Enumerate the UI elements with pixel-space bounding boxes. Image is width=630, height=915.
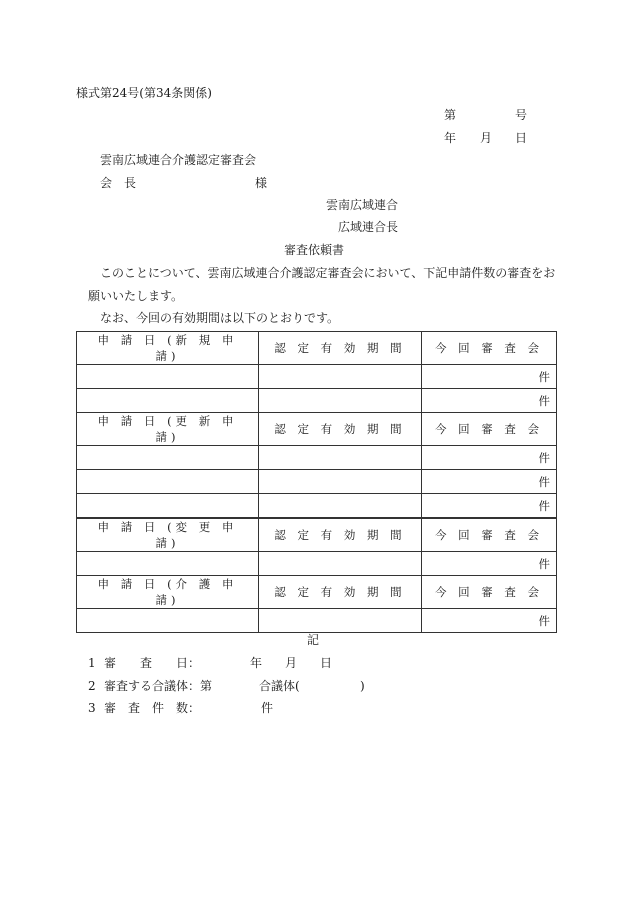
addressee-org: 雲南広域連合介護認定審査会	[100, 153, 257, 167]
cell-count: 件	[422, 609, 557, 633]
table-row	[77, 365, 557, 389]
item-1-label: 審 査 日：	[104, 656, 201, 670]
item-2-close-paren: )	[360, 679, 365, 693]
cell-count: 件	[422, 470, 557, 494]
item-1-year: 年	[250, 656, 263, 670]
table-header-row	[77, 332, 557, 365]
table-renewal-application	[76, 412, 557, 518]
date-month: 月	[480, 131, 493, 145]
cell-validity-period	[259, 446, 422, 470]
header-validity-period: 認 定 有 効 期 間	[259, 413, 422, 446]
date-year: 年	[444, 131, 457, 145]
cell-application-date	[77, 609, 259, 633]
body-line-2: 願いいたします。	[88, 289, 184, 303]
cell-count: 件	[422, 389, 557, 413]
cell-validity-period	[259, 470, 422, 494]
cell-count: 件	[422, 552, 557, 576]
header-validity-period: 認 定 有 効 期 間	[259, 576, 422, 609]
cell-application-date	[77, 365, 259, 389]
item-2-gougitai: 合議体(	[259, 679, 300, 693]
header-validity-period: 認 定 有 効 期 間	[259, 332, 422, 365]
cell-validity-period	[259, 552, 422, 576]
body-line-3: なお、今回の有効期間は以下のとおりです。	[100, 311, 340, 325]
cell-application-date	[77, 494, 259, 518]
document-title: 審査依頼書	[284, 243, 345, 257]
form-number: 様式第24号(第34条関係)	[76, 86, 212, 100]
table-new-application	[76, 331, 557, 413]
table-row	[77, 389, 557, 413]
item-3-ken: 件	[261, 701, 274, 715]
table-row	[77, 446, 557, 470]
cell-validity-period	[259, 365, 422, 389]
table-row	[77, 609, 557, 633]
table-row	[77, 470, 557, 494]
table-row	[77, 494, 557, 518]
header-application-date: 申 請 日 (更 新 申 請)	[77, 413, 259, 446]
item-1-month: 月	[285, 656, 298, 670]
table-header-row	[77, 519, 557, 552]
header-application-date: 申 請 日 (新 規 申 請)	[77, 332, 259, 365]
table-header-row	[77, 576, 557, 609]
cell-validity-period	[259, 494, 422, 518]
doc-number-dai: 第	[444, 108, 457, 122]
item-2-number: 2	[88, 679, 96, 693]
table-change-application	[76, 518, 557, 576]
table-row	[77, 552, 557, 576]
sender-head: 広域連合長	[338, 220, 399, 234]
ki-heading: 記	[307, 633, 320, 647]
header-application-date: 申 請 日 (介 護 申 請)	[77, 576, 259, 609]
header-this-review: 今 回 審 査 会	[422, 576, 557, 609]
item-1-day: 日	[320, 656, 333, 670]
cell-validity-period	[259, 389, 422, 413]
header-application-date: 申 請 日 (変 更 申 請)	[77, 519, 259, 552]
body-line-1: このことについて、雲南広域連合介護認定審査会において、下記申請件数の審査をお	[100, 266, 556, 280]
item-2-label: 審査する合議体：第	[104, 679, 213, 693]
addressee-sama: 様	[255, 176, 268, 190]
item-3-label: 審 査 件 数：	[104, 701, 201, 715]
addressee-role: 会 長	[100, 176, 137, 190]
item-1-number: 1	[88, 656, 96, 670]
cell-validity-period	[259, 609, 422, 633]
cell-application-date	[77, 389, 259, 413]
doc-number-go: 号	[515, 108, 528, 122]
header-this-review: 今 回 審 査 会	[422, 519, 557, 552]
table-header-row	[77, 413, 557, 446]
cell-count: 件	[422, 365, 557, 389]
table-care-application	[76, 575, 557, 633]
header-validity-period: 認 定 有 効 期 間	[259, 519, 422, 552]
date-day: 日	[515, 131, 528, 145]
cell-application-date	[77, 552, 259, 576]
cell-application-date	[77, 446, 259, 470]
cell-application-date	[77, 470, 259, 494]
sender-org: 雲南広域連合	[326, 198, 399, 212]
item-3-number: 3	[88, 701, 96, 715]
header-this-review: 今 回 審 査 会	[422, 332, 557, 365]
header-this-review: 今 回 審 査 会	[422, 413, 557, 446]
cell-count: 件	[422, 494, 557, 518]
cell-count: 件	[422, 446, 557, 470]
